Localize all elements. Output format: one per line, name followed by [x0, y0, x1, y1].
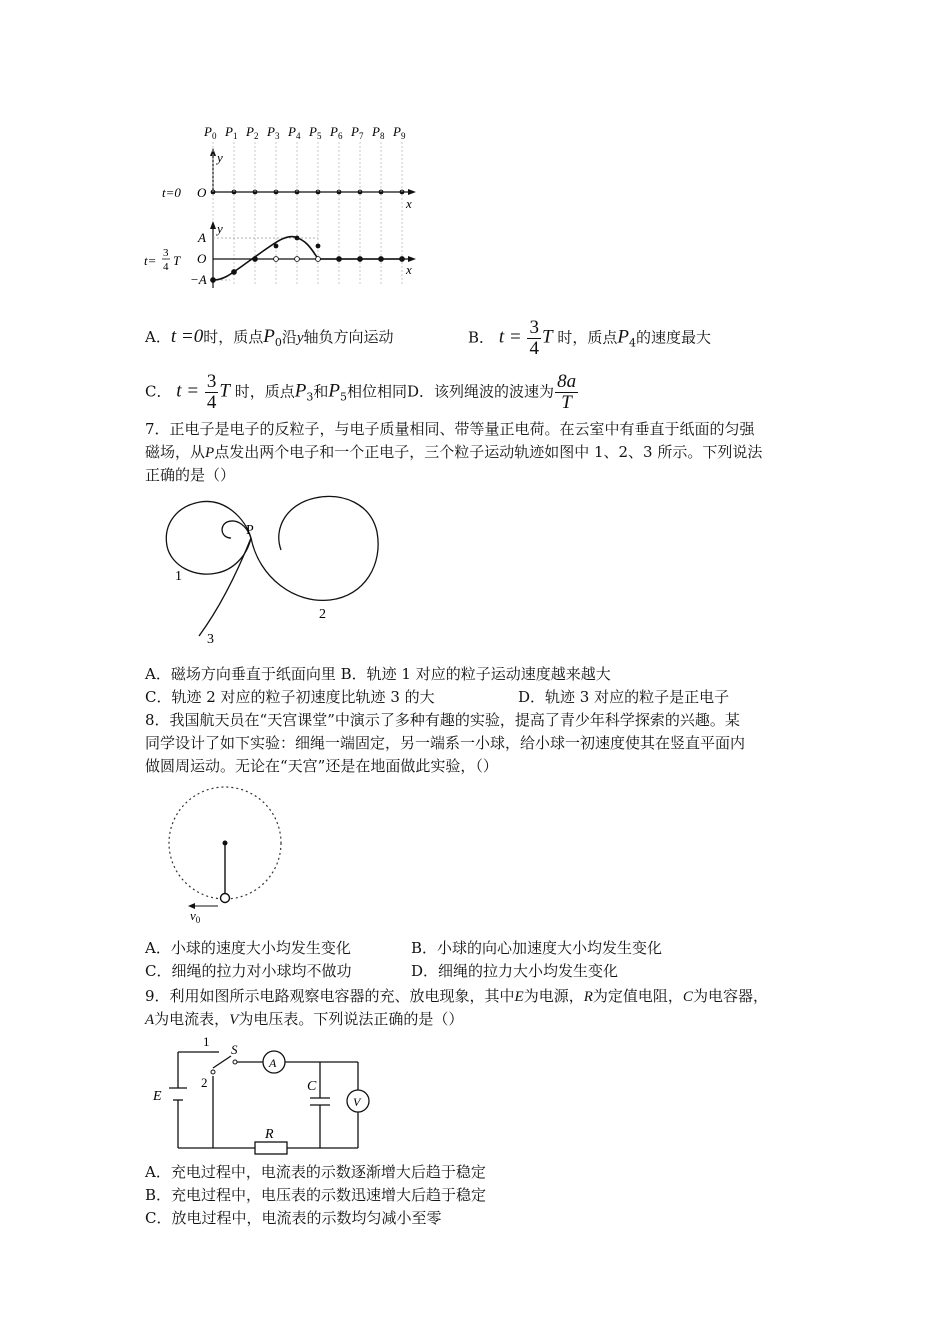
track-1 [166, 501, 251, 574]
q7-line3: 正确的是（） [145, 466, 236, 484]
q8-line1: 8．我国航天员在“天宫课堂”中演示了多种有趣的实验，提高了青少年科学探索的兴趣。某 [145, 711, 740, 729]
point-labels [203, 124, 406, 141]
voltmeter-label: V [353, 1095, 361, 1109]
point-label-8: $P_8$ [372, 124, 385, 141]
q9-option-a: A．充电过程中，电流表的示数逐渐增大后趋于稳定 [145, 1163, 486, 1181]
bottom-dot-5 [316, 257, 321, 262]
point-label-7: $P_7$ [351, 124, 364, 141]
wave-curve [213, 237, 403, 280]
y-axis-label-top: y [217, 150, 223, 165]
bottom-dot-1 [232, 270, 237, 275]
point-label-1: $P_1$ [225, 124, 238, 141]
bottom-dot-displaced-3 [274, 244, 279, 249]
wave-figure [140, 120, 420, 295]
bottom-dot-7 [358, 257, 363, 262]
track-2 [251, 496, 378, 600]
q7-line1: 7．正电子是电子的反粒子，与电子质量相同、带等量正电荷。在云室中有垂直于纸面的匀强 [145, 420, 755, 438]
q9-option-c: C．放电过程中，电流表的示数均匀减小至零 [145, 1209, 442, 1227]
q8-line3: 做圆周运动。无论在“天宫”还是在地面做此实验，（） [145, 757, 498, 775]
t34-T: T [173, 253, 181, 268]
switch-pos-1: 1 [203, 1034, 210, 1049]
resistor-label: R [265, 1127, 274, 1142]
bottom-dot-8 [379, 257, 384, 262]
ammeter-label: A [269, 1056, 277, 1070]
velocity-label: $v_0$ [190, 908, 201, 925]
track-3 [199, 538, 251, 636]
q8-option-d: D．细绳的拉力大小均发生变化 [411, 962, 619, 980]
q6-option-a: A．t =0时，质点$P_0$沿y轴负方向运动 [145, 326, 394, 349]
bottom-dot-displaced-5 [316, 244, 321, 249]
track-1-label: 1 [175, 569, 182, 584]
circular-motion-figure [160, 775, 300, 925]
bottom-dot-6 [337, 257, 342, 262]
track-3-label: 3 [207, 632, 214, 647]
q9-option-b: B．充电过程中，电压表的示数迅速增大后趋于稳定 [145, 1186, 487, 1204]
bottom-dot-9 [400, 257, 405, 262]
q6-option-c-d: C． t = $\frac{3}{4}$ T 时，质点$P_3$和$P_5$相位相同D．该列绳波的波速为 $\frac{8a}{T}$ [145, 371, 577, 413]
t0-label: t=0 [162, 185, 181, 200]
q7-option-c: C．轨迹 2 对应的粒子初速度比轨迹 3 的大 [145, 688, 435, 706]
track-2-label: 2 [319, 607, 326, 622]
x-axis-label-top: x [406, 196, 412, 211]
origin-bottom: O [197, 251, 207, 266]
q7-option-d: D．轨迹 3 对应的粒子是正电子 [518, 688, 730, 706]
point-label-3: $P_3$ [267, 124, 280, 141]
q7-options-ab: A．磁场方向垂直于纸面向里 B．轨迹 1 对应的粒子运动速度越来越大 [145, 665, 611, 683]
circuit-figure [145, 1030, 395, 1155]
bottom-dot-displaced-4 [295, 236, 300, 241]
t34-num: 3 [163, 247, 169, 259]
q8-option-a: A．小球的速度大小均发生变化 [145, 939, 351, 957]
point-label-5: $P_5$ [309, 124, 322, 141]
point-label-6: $P_6$ [330, 124, 343, 141]
switch-pos-2: 2 [201, 1075, 208, 1090]
point-label-2: $P_2$ [246, 124, 259, 141]
t34-label: t= [144, 253, 157, 268]
particle-tracks-figure [155, 488, 395, 648]
point-label-4: $P_4$ [288, 124, 301, 141]
battery-label: E [153, 1089, 162, 1104]
point-label-0: $P_0$ [204, 124, 217, 141]
y-axis-label-bottom: y [217, 221, 223, 236]
point-label-9: $P_9$ [393, 124, 406, 141]
q8-option-b: B．小球的向心加速度大小均发生变化 [411, 939, 663, 957]
q9-line1: 9．利用如图所示电路观察电容器的充、放电现象，其中E为电源，R为定值电阻，C为电容器， [145, 987, 768, 1005]
point-P-label: P [246, 523, 254, 538]
switch-label: S [231, 1042, 238, 1057]
q8-option-c: C．细绳的拉力对小球均不做功 [145, 962, 352, 980]
x-axis-label-bottom: x [406, 262, 412, 277]
q8-line2: 同学设计了如下实验：细绳一端固定，另一端系一小球，给小球一初速度使其在竖直平面内 [145, 734, 746, 752]
bottom-dot-3 [274, 257, 279, 262]
amp-pos-label: A [198, 230, 206, 245]
bottom-dot-0 [211, 278, 216, 283]
q6-option-b: B． t = $\frac{3}{4}$ T 时，质点$P_4$的速度最大 [468, 317, 711, 359]
bottom-dot-2 [253, 257, 258, 262]
t34-den: 4 [163, 261, 169, 273]
ball [221, 894, 230, 903]
q9-line2: A为电流表，V为电压表。下列说法正确的是（） [145, 1010, 464, 1028]
q7-line2: 磁场，从P点发出两个电子和一个正电子，三个粒子运动轨迹如图中 1、2、3 所示。下列说法 [145, 443, 763, 461]
bottom-dot-4 [295, 257, 300, 262]
capacitor-label: C [307, 1079, 317, 1094]
origin-top: O [197, 185, 207, 200]
amp-neg-label: −A [190, 272, 207, 287]
